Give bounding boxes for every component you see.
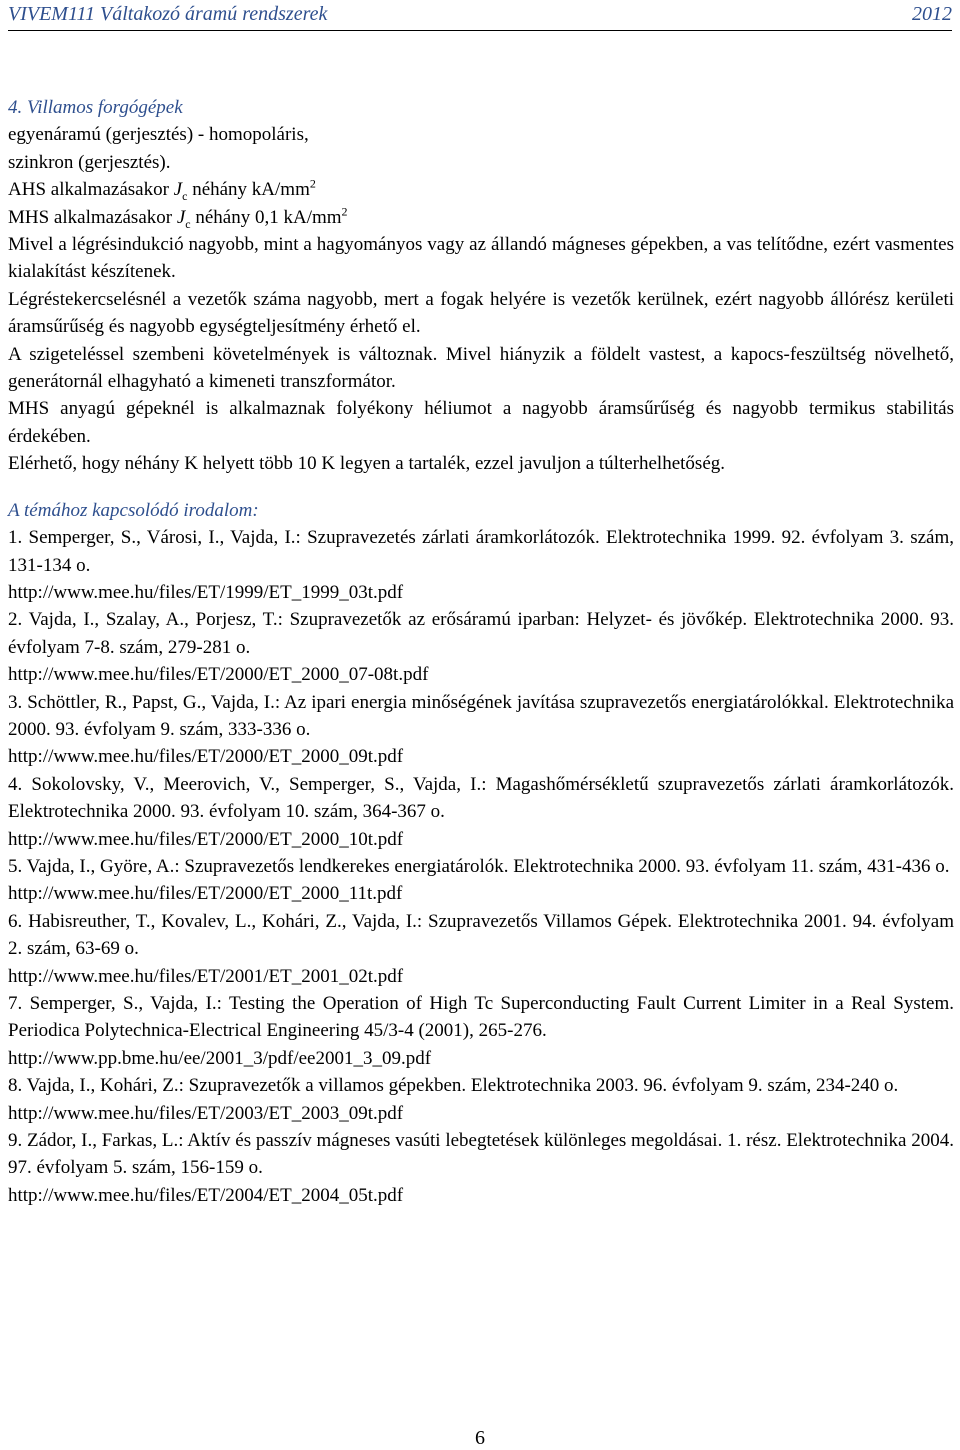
body-paragraph: A szigeteléssel szembeni követelmények is változnak. Mivel hiányzik a földelt vastest, a kapocs-feszültség növelhető, generátornál elhagyható a kimeneti transzformátor. bbox=[8, 343, 954, 393]
body-paragraph: MHS anyagú gépeknél is alkalmaznak folyékony héliumot a nagyobb áramsűrűség és nagyobb termikus stabilitás érdekében. bbox=[8, 398, 954, 447]
reference-item bbox=[8, 990, 954, 1072]
reference-text: 3. Schöttler, R., Papst, G., Vajda, I.: Az ipari energia minőségének javítása szupravezetős energiatárolókkal. Elektrotechnika 2000. 93. évfolyam 9. szám, 333-336 o. bbox=[8, 691, 954, 740]
references-title: A témához kapcsolódó irodalom: bbox=[8, 499, 259, 521]
reference-link[interactable]: http://www.mee.hu/files/ET/2000/ET_2000_07-08t.pdf bbox=[8, 664, 429, 686]
reference-text: 6. Habisreuther, T., Kovalev, L., Kohári, Z., Vajda, I.: Szupravezetős Villamos Gépek. Elektrotechnika 2001. 94. évfolyam 2. szám, 63-69 o. bbox=[8, 910, 954, 960]
reference-link[interactable]: http://www.pp.bme.hu/ee/2001_3/pdf/ee2001_3_09.pdf bbox=[8, 1047, 432, 1069]
reference-text: 4. Sokolovsky, V., Meerovich, V., Semperger, S., Vajda, I.: Magashőmérsékletű szupravezetős zárlati áramkorlátozók. Elektrotechnika 2000. 93. évfolyam 10. szám, 364-367 o. bbox=[8, 773, 954, 823]
body-paragraph: Elérhető, hogy néhány K helyett több 10 K legyen a tartalék, ezzel javuljon a túlterhelhetőség. bbox=[8, 453, 725, 475]
ahs-current-density-line: AHS alkalmazásakor $J_c$ néhány $kA/mm^2$ bbox=[8, 176, 316, 204]
reference-item bbox=[8, 853, 954, 908]
reference-link[interactable]: http://www.mee.hu/files/ET/2000/ET_2000_09t.pdf bbox=[8, 746, 404, 768]
reference-link[interactable]: http://www.mee.hu/files/ET/2003/ET_2003_09t.pdf bbox=[8, 1102, 404, 1124]
reference-item bbox=[8, 606, 954, 688]
header-course-title: VIVEM111 Váltakozó áramú rendszerek bbox=[8, 3, 328, 25]
reference-link[interactable]: http://www.mee.hu/files/ET/2004/ET_2004_05t.pdf bbox=[8, 1184, 404, 1206]
reference-link[interactable]: http://www.mee.hu/files/ET/2000/ET_2000_10t.pdf bbox=[8, 828, 404, 850]
reference-item bbox=[8, 908, 954, 990]
reference-text: 5. Vajda, I., Györe, A.: Szupravezetős lendkerekes energiatárolók. Elektrotechnika 2000. 93. évfolyam 11. szám, 431-436 o. bbox=[8, 855, 950, 877]
reference-item bbox=[8, 1127, 954, 1209]
reference-link[interactable]: http://www.mee.hu/files/ET/2000/ET_2000_11t.pdf bbox=[8, 883, 403, 905]
reference-link[interactable]: http://www.mee.hu/files/ET/2001/ET_2001_02t.pdf bbox=[8, 965, 404, 987]
reference-item bbox=[8, 1072, 954, 1127]
reference-item bbox=[8, 689, 954, 771]
reference-text: 7. Semperger, S., Vajda, I.: Testing the Operation of High Tc Superconducting Fault Current Limiter in a Real System. Periodica Polytechnica-Electrical Engineering 45/3-4 (2001), 265-276. bbox=[8, 993, 954, 1042]
reference-text: 2. Vajda, I., Szalay, A., Porjesz, T.: Szupravezetők az erősáramú iparban: Helyzet- és jövőkép. Elektrotechnika 2000. 93. évfolyam 7-8. szám, 279-281 o. bbox=[8, 609, 954, 658]
header-year: 2012 bbox=[912, 3, 952, 25]
document-body bbox=[8, 94, 954, 1209]
reference-item bbox=[8, 524, 954, 606]
reference-item bbox=[8, 771, 954, 853]
section-line: szinkron (gerjesztés). bbox=[8, 151, 171, 173]
reference-text: 9. Zádor, I., Farkas, L.: Aktív és passzív mágneses vasúti lebegtetések különleges megoldásai. 1. rész. Elektrotechnika 2004. 97. évfolyam 5. szám, 156-159 o. bbox=[8, 1130, 954, 1179]
reference-link[interactable]: http://www.mee.hu/files/ET/1999/ET_1999_03t.pdf bbox=[8, 581, 404, 603]
reference-text: 1. Semperger, S., Városi, I., Vajda, I.: Szupravezetés zárlati áramkorlátozók. Elektrotechnika 1999. 92. évfolyam 3. szám, 131-134 o. bbox=[8, 527, 954, 576]
section-line: egyenáramú (gerjesztés) - homopoláris, bbox=[8, 124, 309, 146]
spacer bbox=[8, 478, 954, 497]
section-title: 4. Villamos forgógépek bbox=[8, 97, 183, 118]
body-paragraph: Légréstekercselésnél a vezetők száma nagyobb, mert a fogak helyére is vezetők kerülnek, ezért nagyobb állórész kerületi áramsűrűség és nagyobb egységteljesítmény érhető el. bbox=[8, 288, 954, 338]
body-paragraph: Mivel a légrésindukció nagyobb, mint a hagyományos vagy az állandó mágneses gépekben, a vas telítődne, ezért vasmentes kialakítást készítenek. bbox=[8, 234, 954, 283]
page-header bbox=[8, 0, 952, 31]
page-number: 6 bbox=[475, 1427, 485, 1449]
reference-text: 8. Vajda, I., Kohári, Z.: Szupravezetők a villamos gépekben. Elektrotechnika 2003. 96. évfolyam 9. szám, 234-240 o. bbox=[8, 1075, 899, 1097]
mhs-current-density-line: MHS alkalmazásakor $J_c$ néhány 0,1 $kA/mm^2$ bbox=[8, 204, 348, 231]
